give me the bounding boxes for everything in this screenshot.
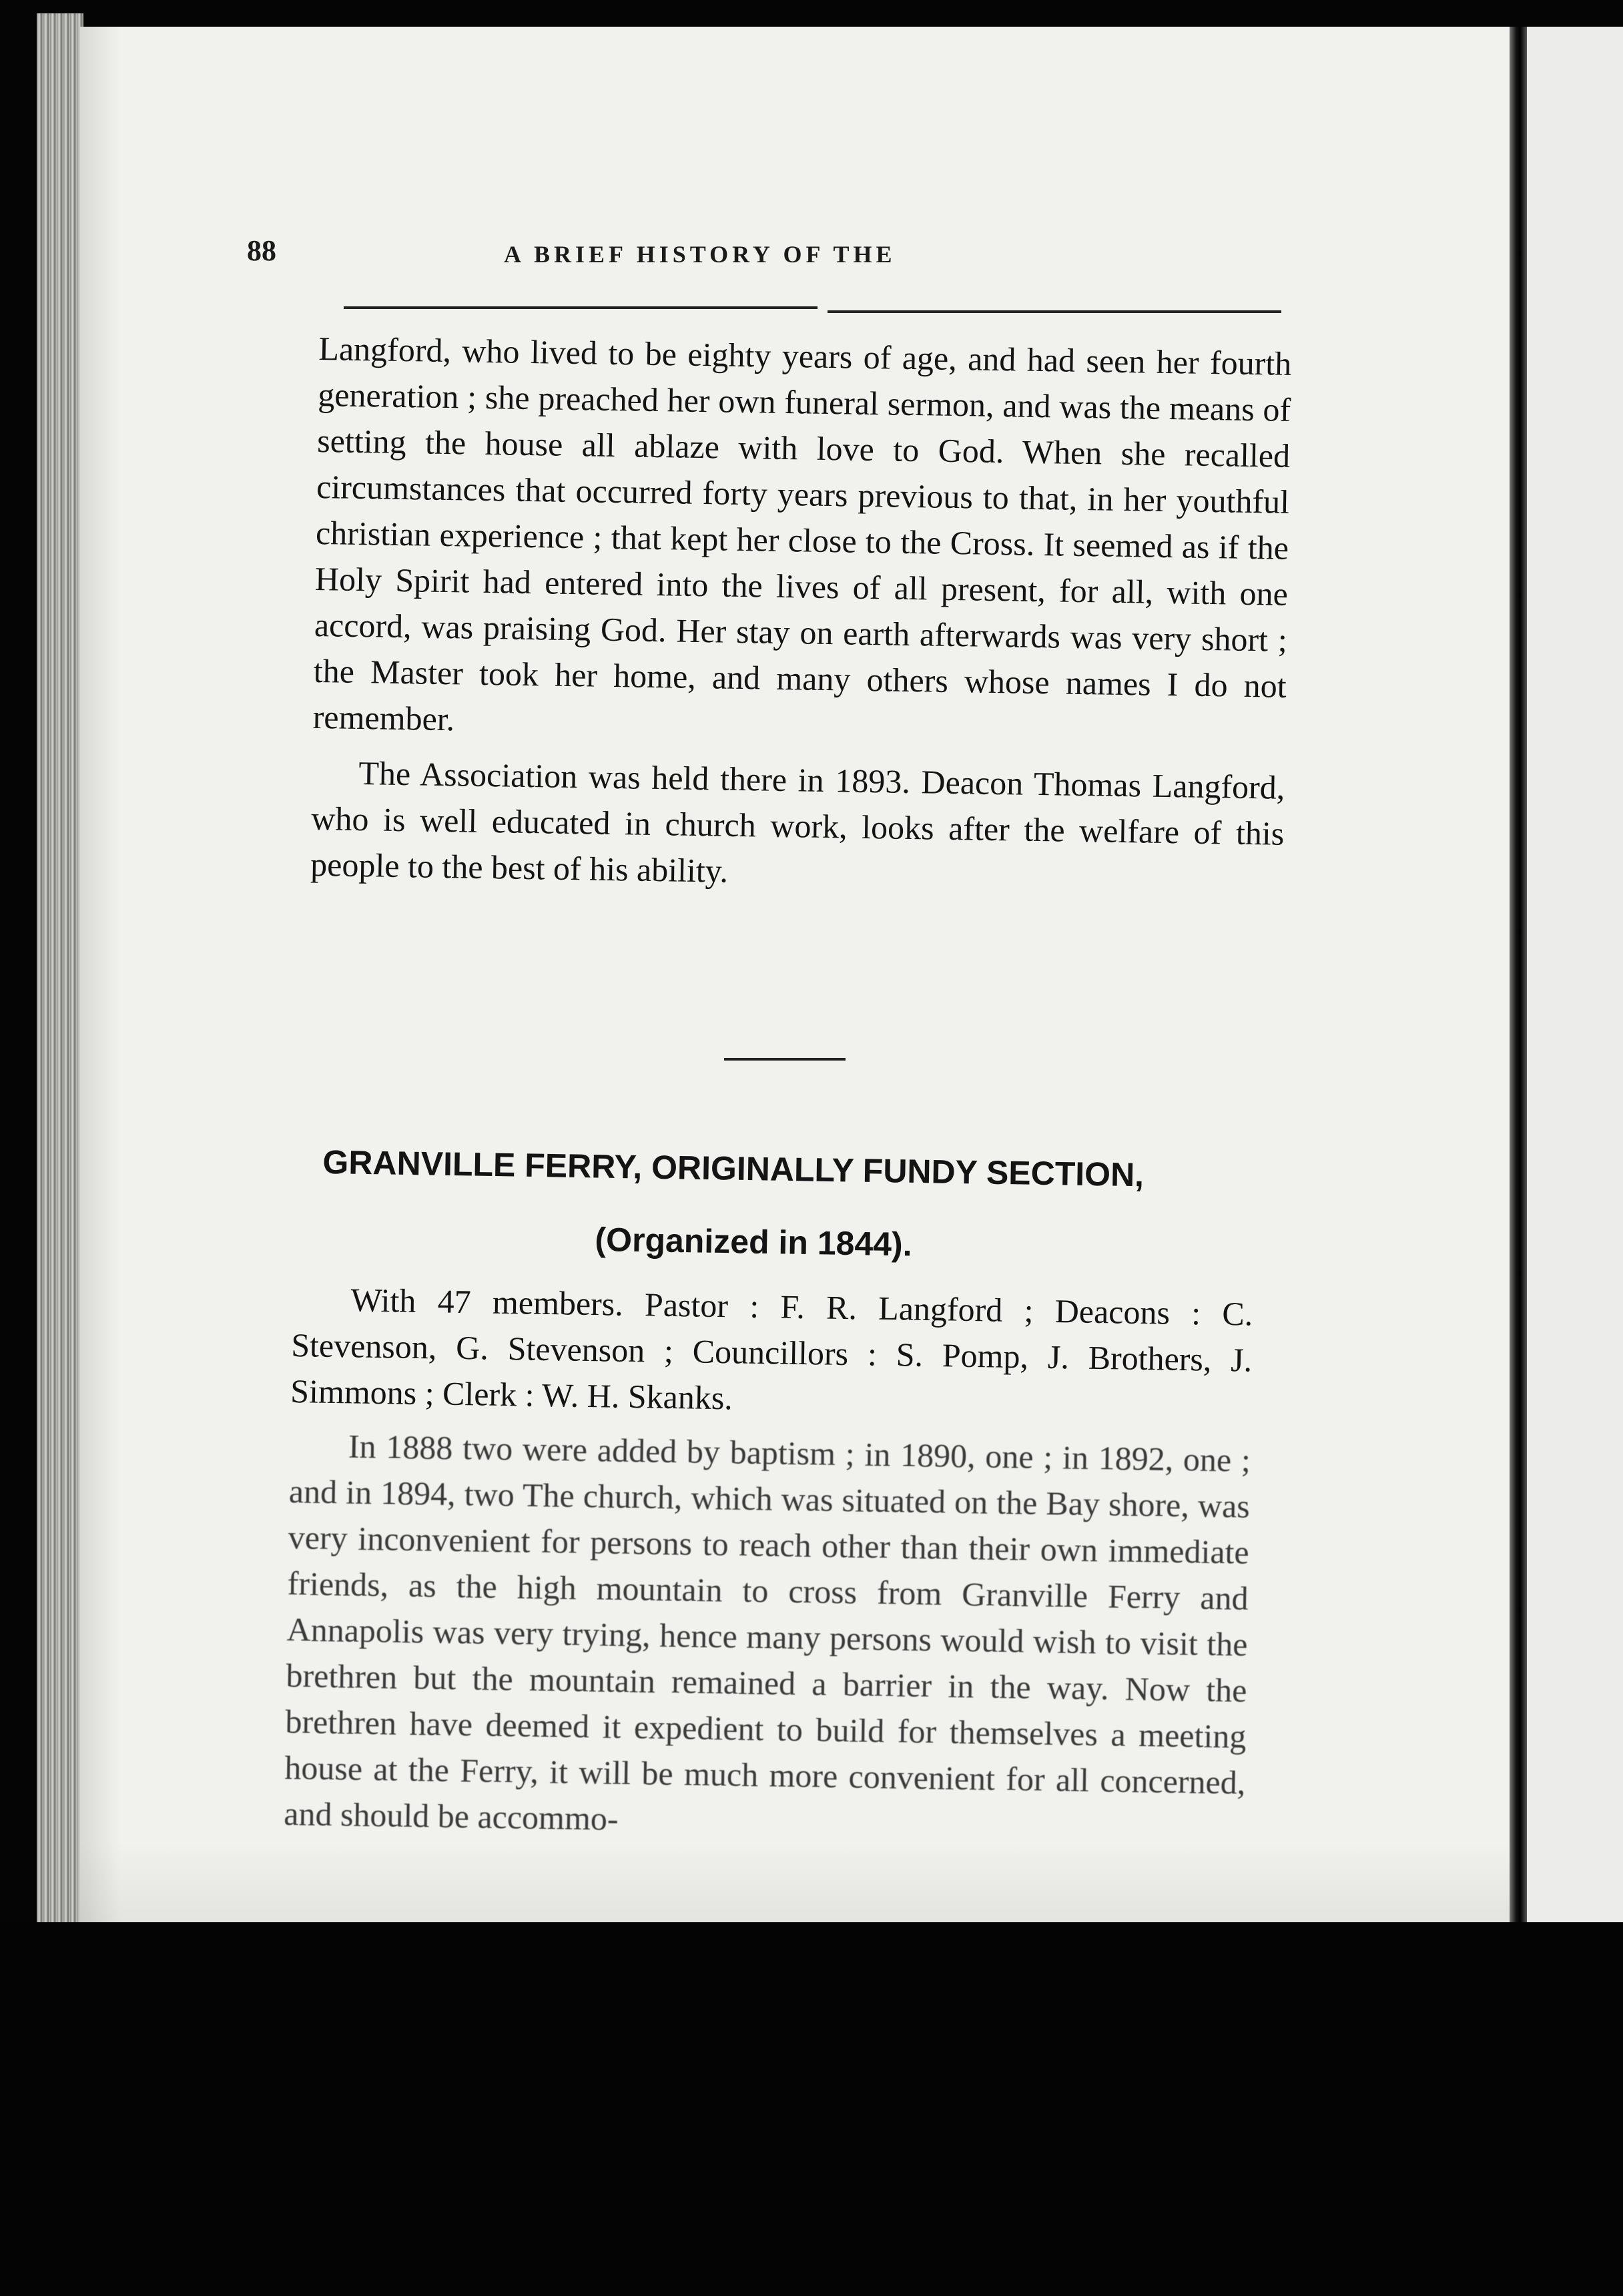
page-edges xyxy=(37,13,83,1936)
paragraph-association: The Association was held there in 1893. Deacon Thomas Langford, who is well educated in church work, looks after the welfare of this people to the best of his ability. xyxy=(310,754,1285,890)
header-rule-left xyxy=(344,306,818,309)
section-subheading: (Organized in 1844). xyxy=(595,1220,913,1263)
paragraph-continued: Langford, who lived to be eighty years of age, and had seen her fourth generation ; she preached her own funeral sermon, and was the means of setting the house all ablaze with love to God. When she recalled circumstances that occurred forty years previous to that, in her youthful christian experience ; that kept her close to the Cross. It seemed as if the Holy Spirit had entered into the lives of all present, for all, with one accord, was praising God. Her stay on earth afterwards was very short ; the Master took her home, and many others whose names I do not remember. xyxy=(312,329,1292,738)
page-number: 88 xyxy=(247,234,276,267)
continued-text xyxy=(310,326,1292,903)
section-divider xyxy=(724,1058,846,1061)
section-heading: GRANVILLE FERRY, ORIGINALLY FUNDY SECTION, xyxy=(322,1143,1145,1194)
section-text xyxy=(284,1276,1253,1852)
facing-page xyxy=(1527,27,1623,1922)
header-rule-right xyxy=(828,310,1281,313)
running-head xyxy=(247,234,1288,280)
scan-background xyxy=(0,1922,1623,2296)
running-title: A BRIEF HISTORY OF THE xyxy=(504,241,896,268)
book-spine xyxy=(1510,27,1527,1922)
paragraph-history: In 1888 two were added by baptism ; in 1890, one ; in 1892, one ; and in 1894, two The church, which was situated on the Bay shore, was very inconvenient for persons to reach other than their own immediate friends, as the high mountain to cross from Granville Ferry and Annapolis was very trying, hence many persons would wish to visit the brethren but the mountain remained a barrier in the way. Now the brethren have deemed it expedient to build for themselves a meeting house at the Ferry, it will be much more convenient for all concerned, and should be accommo- xyxy=(283,1427,1251,1837)
paragraph-members: With 47 members. Pastor : F. R. Langford ; Deacons : C. Stevenson, G. Stevenson ; Councillors : S. Pomp, J. Brothers, J. Simmons ; Clerk : W. H. Skanks. xyxy=(290,1281,1253,1417)
